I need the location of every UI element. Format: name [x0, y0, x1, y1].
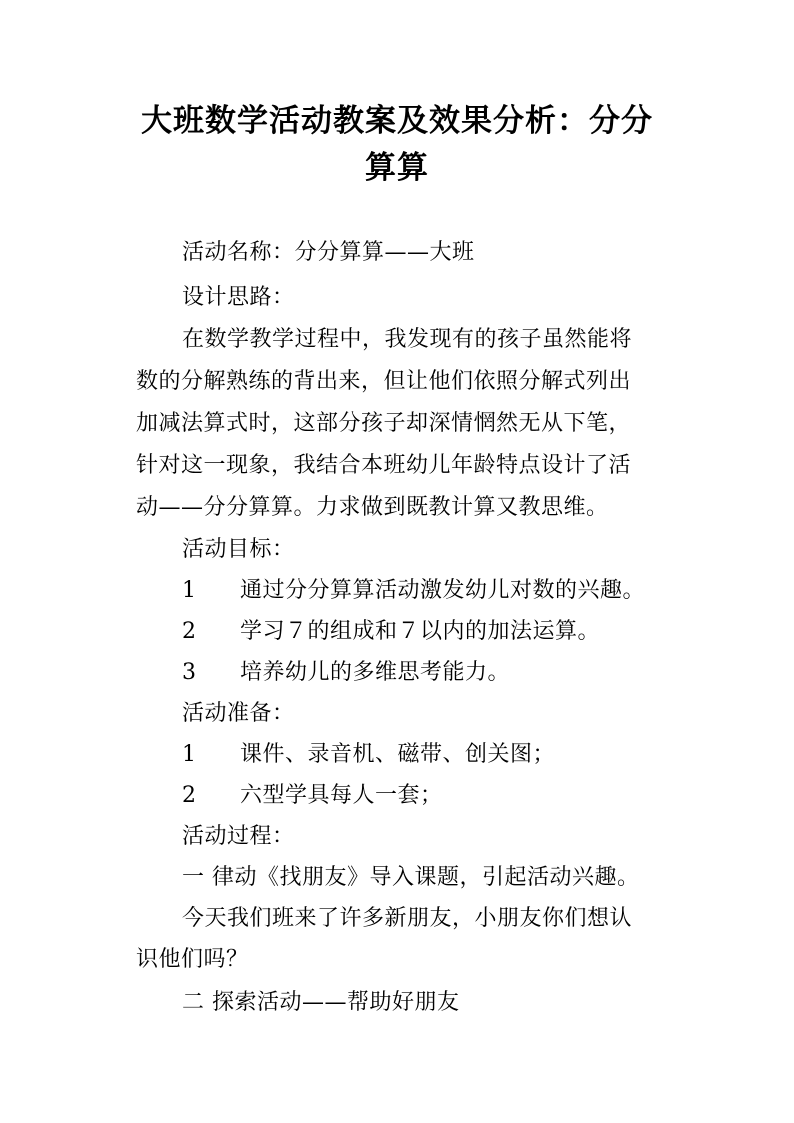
- document-title: 大班数学活动教案及效果分析：分分 算算: [141, 103, 653, 186]
- goal-item: [182, 576, 645, 606]
- paragraph-line: 数的分解熟练的背出来，但让他们依照分解式列出: [136, 369, 632, 394]
- goals-heading: 活动目标：: [182, 537, 295, 562]
- process-step-heading: 一 律动《找朋友》导入课题，引起活动兴趣。: [182, 865, 640, 890]
- preparation-heading: 活动准备：: [182, 701, 295, 726]
- list-number: 3: [182, 660, 197, 685]
- preparation-item: [182, 740, 555, 770]
- preparation-text: 课件、录音机、磁带、创关图；: [240, 742, 556, 767]
- design-idea-heading: 设计思路：: [182, 285, 295, 310]
- paragraph-line: 动——分分算算。力求做到既教计算又教思维。: [136, 495, 609, 520]
- activity-name-line: 活动名称：分分算算——大班: [182, 240, 475, 265]
- list-number: 2: [182, 783, 197, 808]
- process-heading: 活动过程：: [182, 824, 295, 849]
- paragraph-line: 在数学教学过程中，我发现有的孩子虽然能将: [182, 327, 633, 352]
- list-number: 1: [182, 742, 197, 767]
- preparation-text: 六型学具每人一套；: [240, 783, 443, 808]
- list-number: 2: [182, 619, 197, 644]
- goal-text: 学习７的组成和７以内的加法运算。: [240, 619, 601, 644]
- goal-text: 通过分分算算活动激发幼儿对数的兴趣。: [240, 578, 646, 603]
- process-step-heading: 二 探索活动——帮助好朋友: [182, 990, 460, 1015]
- goal-item: [182, 658, 510, 688]
- paragraph-line: 针对这一现象，我结合本班幼儿年龄特点设计了活: [136, 453, 632, 478]
- goal-item: [182, 617, 600, 647]
- list-number: 1: [182, 578, 197, 603]
- goal-text: 培养幼儿的多维思考能力。: [240, 660, 511, 685]
- preparation-item: [182, 781, 443, 811]
- paragraph-line: 识他们吗？: [136, 947, 249, 972]
- paragraph-line: 今天我们班来了许多新朋友，小朋友你们想认: [182, 906, 633, 931]
- paragraph-line: 加减法算式时，这部分孩子却深情惘然无从下笔，: [136, 411, 632, 436]
